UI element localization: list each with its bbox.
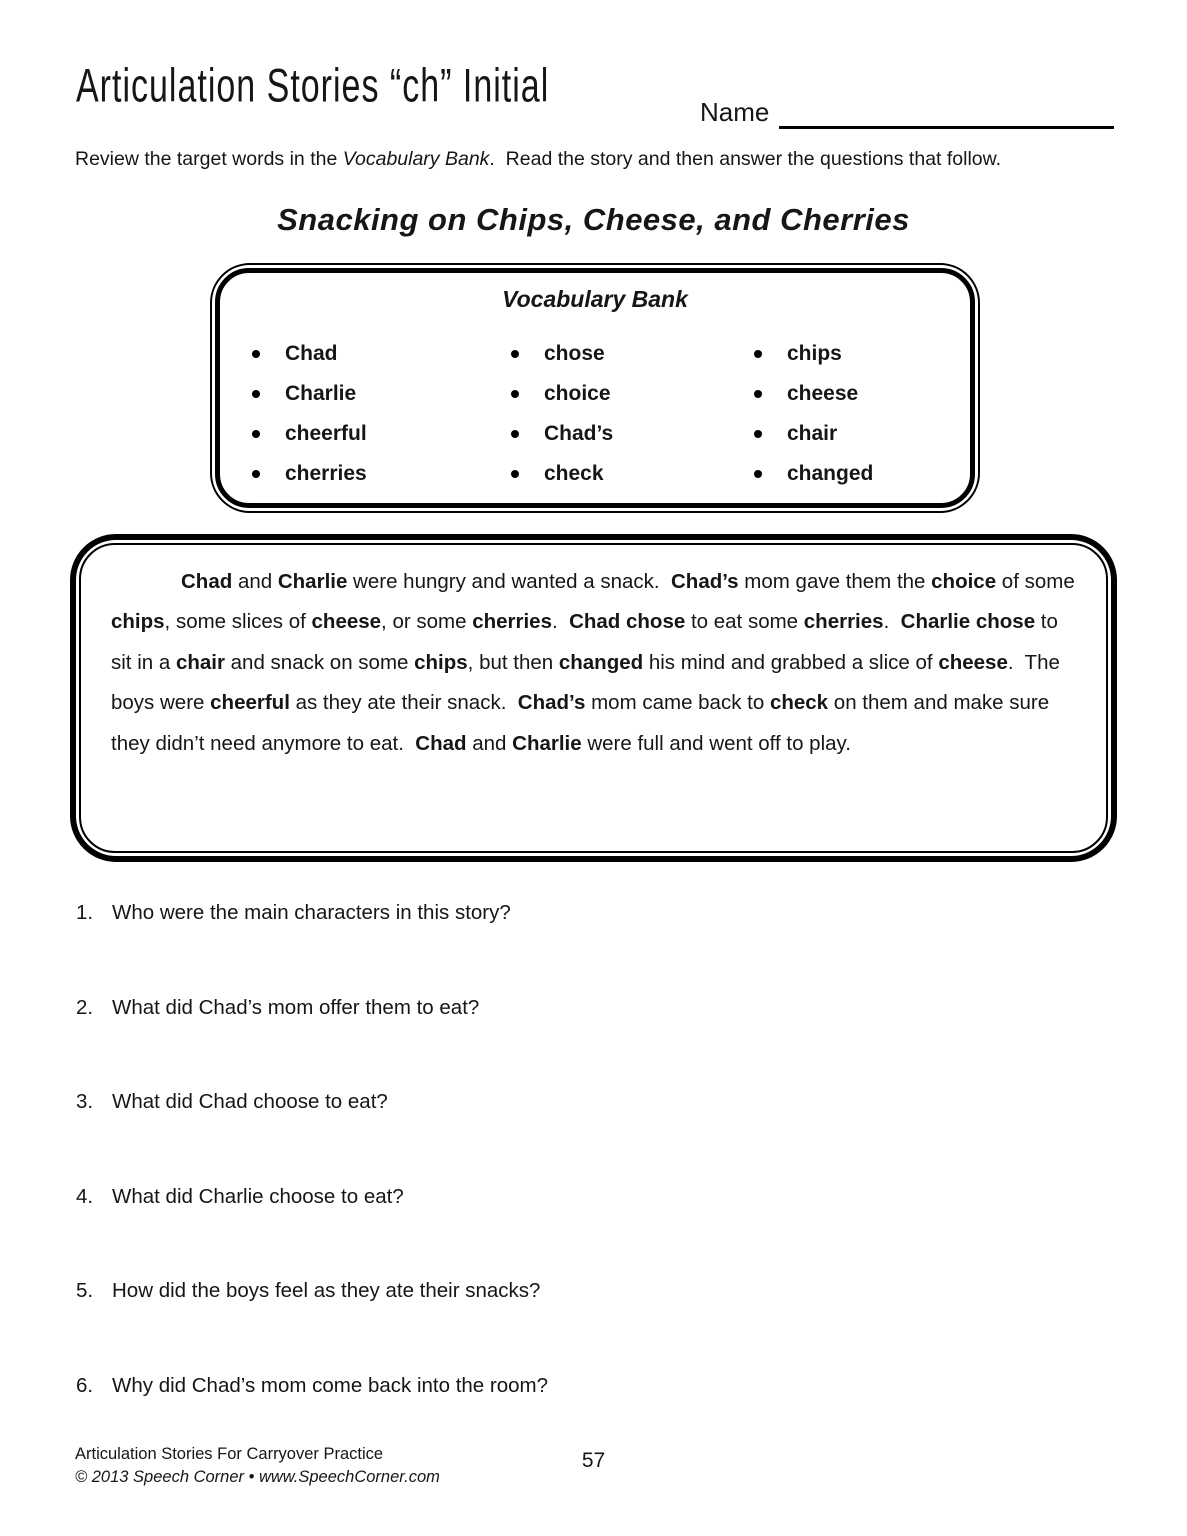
vocab-word xyxy=(252,454,511,494)
page-number: 57 xyxy=(581,1449,606,1472)
story-text: Chad and Charlie were hungry and wanted a snack. Chad’s mom gave them the choice of some chips, some slices of cheese, or some cherries. Chad chose to eat some cherries. Charlie chose to sit in a chair and snack on some chips, but then changed his mind and grabbed a slice of cheese. The boys were cheerful as they ate their snack. Chad’s mom came back to check on them and make sure they didn’t need anymore to eat. Chad and Charlie were full and went off to play. xyxy=(111,570,1081,755)
worksheet-title: Articulation Stories “ch” Initial xyxy=(76,60,550,113)
vocab-word xyxy=(252,374,511,414)
vocab-word-label: chips xyxy=(787,342,842,365)
bullet-icon xyxy=(754,470,762,478)
vocab-word xyxy=(511,374,754,414)
story-box xyxy=(70,534,1117,862)
bullet-icon xyxy=(754,430,762,438)
question-text: How did the boys feel as they ate their snacks? xyxy=(112,1279,541,1302)
vocab-column-2 xyxy=(511,334,754,494)
question-number: 5. xyxy=(76,1279,94,1302)
vocab-word xyxy=(511,334,754,374)
question-number: 6. xyxy=(76,1373,94,1397)
vocab-word xyxy=(754,374,970,414)
question-text: What did Charlie choose to eat? xyxy=(112,1184,404,1208)
vocab-word-label: Chad xyxy=(285,342,338,365)
question-text: Why did Chad’s mom come back into the room? xyxy=(112,1373,549,1397)
vocab-word xyxy=(252,334,511,374)
vocabulary-bank-box-inner xyxy=(215,268,975,508)
vocab-word-label: cheerful xyxy=(285,422,367,445)
vocab-word xyxy=(754,414,970,454)
vocab-column-3 xyxy=(754,334,970,494)
vocab-word-label: chose xyxy=(544,342,605,365)
question-text: What did Chad’s mom offer them to eat? xyxy=(112,995,480,1019)
story-title: Snacking on Chips, Cheese, and Cherries xyxy=(277,202,910,237)
vocab-word xyxy=(252,414,511,454)
question-row xyxy=(76,1275,548,1306)
name-label: Name xyxy=(700,97,770,127)
bullet-icon xyxy=(511,470,519,478)
bullet-icon xyxy=(252,350,260,358)
question-number: 1. xyxy=(76,901,94,924)
question-number: 2. xyxy=(76,995,94,1019)
question-number: 4. xyxy=(76,1184,94,1208)
bullet-icon xyxy=(511,390,519,398)
vocab-word-label: chair xyxy=(787,422,838,445)
bullet-icon xyxy=(252,430,260,438)
name-field xyxy=(700,94,1114,129)
bullet-icon xyxy=(252,470,260,478)
question-number: 3. xyxy=(76,1090,94,1113)
questions-list xyxy=(76,897,548,1464)
question-row xyxy=(76,1181,548,1212)
bullet-icon xyxy=(754,390,762,398)
question-row xyxy=(76,897,548,928)
question-text: What did Chad choose to eat? xyxy=(112,1090,388,1113)
footer-copyright: © 2013 Speech Corner • www.SpeechCorner.com xyxy=(75,1468,440,1486)
question-row xyxy=(76,1370,548,1401)
question-text: Who were the main characters in this story? xyxy=(112,901,511,924)
vocab-word xyxy=(511,414,754,454)
vocab-word-label: changed xyxy=(787,462,874,485)
vocab-word xyxy=(511,454,754,494)
vocab-word-label: cherries xyxy=(285,462,367,485)
bullet-icon xyxy=(754,350,762,358)
vocab-word-label: cheese xyxy=(787,382,859,405)
name-blank-line xyxy=(779,94,1114,129)
footer-series-title: Articulation Stories For Carryover Practice xyxy=(75,1445,384,1463)
vocab-word-label: Charlie xyxy=(285,382,357,405)
vocab-word xyxy=(754,454,970,494)
question-row xyxy=(76,1086,548,1117)
vocabulary-bank-box xyxy=(210,263,980,513)
vocab-word xyxy=(754,334,970,374)
vocab-column-1 xyxy=(252,334,511,494)
story-box-inner xyxy=(79,543,1108,853)
bullet-icon xyxy=(252,390,260,398)
bullet-icon xyxy=(511,430,519,438)
vocab-word-label: Chad’s xyxy=(544,422,614,445)
vocabulary-columns xyxy=(252,334,970,494)
question-row xyxy=(76,992,548,1023)
instructions-text: Review the target words in the Vocabulary Bank. Read the story and then answer the questions that follow. xyxy=(75,148,1002,170)
vocab-word-label: check xyxy=(544,462,604,485)
vocab-word-label: choice xyxy=(544,382,611,405)
bullet-icon xyxy=(511,350,519,358)
vocabulary-bank-header: Vocabulary Bank xyxy=(502,286,688,312)
